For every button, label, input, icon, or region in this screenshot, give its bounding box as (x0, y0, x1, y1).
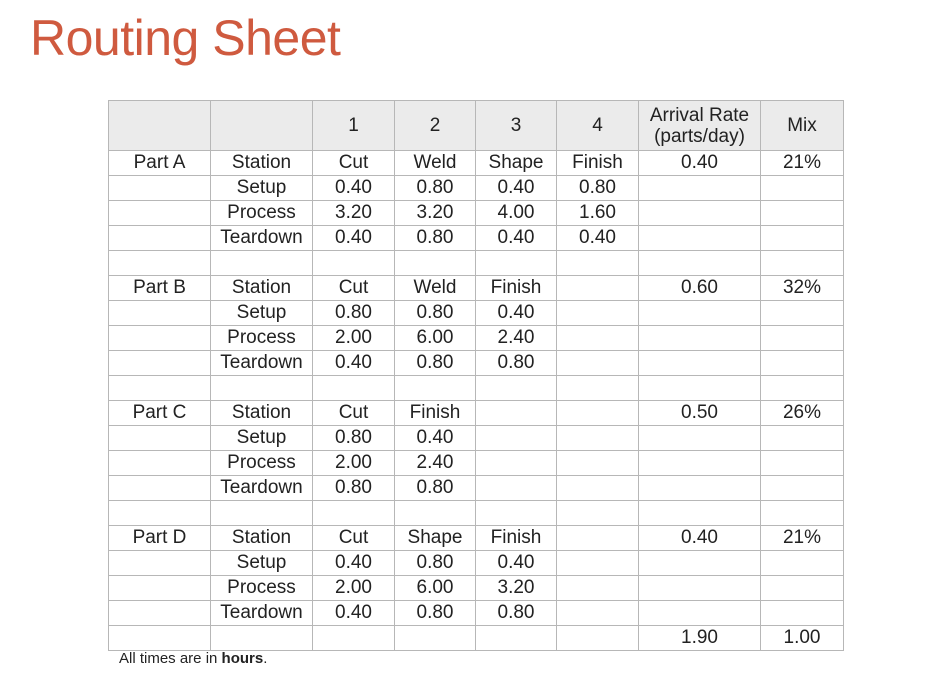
empty-cell (395, 626, 476, 651)
step-cell: 3.20 (476, 576, 557, 601)
header-mix: Mix (761, 101, 844, 151)
table-row (109, 326, 844, 351)
row-label: Station (211, 526, 313, 551)
step-cell: 0.40 (313, 351, 395, 376)
empty-cell (211, 376, 313, 401)
step-cell: Cut (313, 526, 395, 551)
arrival-rate-label: Arrival Rate (649, 104, 750, 126)
part-name-empty (109, 326, 211, 351)
step-cell: 0.40 (313, 176, 395, 201)
arrival-rate-unit: (parts/day) (654, 125, 745, 147)
step-cell: Finish (476, 526, 557, 551)
table-row (109, 176, 844, 201)
part-name-empty (109, 226, 211, 251)
part-name: Part B (109, 276, 211, 301)
step-cell (557, 326, 639, 351)
row-label: Process (211, 201, 313, 226)
mix-empty (761, 201, 844, 226)
step-cell (476, 426, 557, 451)
mix-value: 21% (761, 526, 844, 551)
empty-cell (557, 376, 639, 401)
header-label-cell (211, 101, 313, 151)
mix-value: 26% (761, 401, 844, 426)
spacer-row (109, 376, 844, 401)
step-cell: Cut (313, 276, 395, 301)
row-label: Process (211, 451, 313, 476)
table-row (109, 476, 844, 501)
arrival-rate-empty (639, 301, 761, 326)
arrival-rate-empty (639, 426, 761, 451)
step-cell (476, 451, 557, 476)
total-arrival-rate: 1.90 (639, 626, 761, 651)
part-name-empty (109, 426, 211, 451)
step-cell: 0.80 (395, 176, 476, 201)
step-cell (557, 451, 639, 476)
row-label: Setup (211, 426, 313, 451)
step-cell: Cut (313, 151, 395, 176)
step-cell: 0.40 (313, 226, 395, 251)
empty-cell (313, 376, 395, 401)
routing-body (109, 151, 844, 651)
routing-table (108, 100, 844, 651)
empty-cell (313, 251, 395, 276)
step-cell: 1.60 (557, 201, 639, 226)
step-cell: 0.80 (395, 551, 476, 576)
step-cell (557, 351, 639, 376)
row-label: Process (211, 576, 313, 601)
step-cell: 0.80 (313, 476, 395, 501)
table-row (109, 276, 844, 301)
step-cell: 2.00 (313, 451, 395, 476)
step-cell: 0.80 (395, 476, 476, 501)
step-cell: 0.80 (395, 226, 476, 251)
row-label: Teardown (211, 226, 313, 251)
step-cell: 0.80 (313, 301, 395, 326)
step-cell: Cut (313, 401, 395, 426)
step-cell: 3.20 (313, 201, 395, 226)
step-cell: 0.80 (395, 601, 476, 626)
empty-cell (109, 501, 211, 526)
part-name-empty (109, 301, 211, 326)
arrival-rate-empty (639, 476, 761, 501)
step-cell: Weld (395, 276, 476, 301)
part-name-empty (109, 176, 211, 201)
table-row (109, 526, 844, 551)
header-part-cell (109, 101, 211, 151)
step-cell (557, 526, 639, 551)
step-cell (557, 551, 639, 576)
step-cell: 0.80 (476, 351, 557, 376)
arrival-rate-value: 0.40 (639, 526, 761, 551)
step-cell (557, 401, 639, 426)
arrival-rate-empty (639, 351, 761, 376)
header-step-2: 2 (395, 101, 476, 151)
empty-cell (557, 251, 639, 276)
step-cell: 6.00 (395, 326, 476, 351)
table-row (109, 401, 844, 426)
empty-cell (761, 501, 844, 526)
arrival-rate-value: 0.60 (639, 276, 761, 301)
mix-empty (761, 476, 844, 501)
step-cell (557, 476, 639, 501)
step-cell: 0.80 (476, 601, 557, 626)
step-cell: 0.40 (313, 601, 395, 626)
empty-cell (476, 626, 557, 651)
mix-empty (761, 451, 844, 476)
table-row (109, 451, 844, 476)
part-name: Part C (109, 401, 211, 426)
empty-cell (211, 626, 313, 651)
table-row (109, 551, 844, 576)
empty-cell (313, 501, 395, 526)
totals-row (109, 626, 844, 651)
step-cell: Shape (476, 151, 557, 176)
step-cell (557, 601, 639, 626)
mix-empty (761, 176, 844, 201)
step-cell (557, 576, 639, 601)
row-label: Setup (211, 551, 313, 576)
footnote-suffix: . (263, 650, 268, 667)
step-cell: Finish (476, 276, 557, 301)
header-step-1: 1 (313, 101, 395, 151)
arrival-rate-empty (639, 451, 761, 476)
header-arrival-rate (639, 101, 761, 151)
empty-cell (557, 501, 639, 526)
step-cell: 2.00 (313, 326, 395, 351)
step-cell: 0.40 (476, 551, 557, 576)
footnote (119, 650, 267, 667)
row-label: Setup (211, 176, 313, 201)
step-cell: 0.80 (313, 426, 395, 451)
mix-value: 21% (761, 151, 844, 176)
header-step-3: 3 (476, 101, 557, 151)
empty-cell (395, 251, 476, 276)
empty-cell (313, 626, 395, 651)
part-name-empty (109, 601, 211, 626)
table-row (109, 351, 844, 376)
step-cell (557, 426, 639, 451)
table-row (109, 151, 844, 176)
step-cell: 0.40 (476, 176, 557, 201)
empty-cell (476, 251, 557, 276)
step-cell: Shape (395, 526, 476, 551)
step-cell: 0.80 (395, 351, 476, 376)
header-step-4: 4 (557, 101, 639, 151)
arrival-rate-empty (639, 551, 761, 576)
step-cell: 0.40 (395, 426, 476, 451)
arrival-rate-value: 0.50 (639, 401, 761, 426)
table-row (109, 601, 844, 626)
mix-empty (761, 326, 844, 351)
step-cell: 2.40 (476, 326, 557, 351)
part-name-empty (109, 351, 211, 376)
arrival-rate-empty (639, 176, 761, 201)
step-cell: 0.80 (557, 176, 639, 201)
step-cell: 3.20 (395, 201, 476, 226)
part-name-empty (109, 576, 211, 601)
step-cell: 0.40 (313, 551, 395, 576)
arrival-rate-empty (639, 201, 761, 226)
empty-cell (761, 376, 844, 401)
mix-empty (761, 601, 844, 626)
empty-cell (476, 376, 557, 401)
spacer-row (109, 501, 844, 526)
step-cell (557, 276, 639, 301)
mix-empty (761, 351, 844, 376)
empty-cell (639, 501, 761, 526)
mix-empty (761, 426, 844, 451)
step-cell: 6.00 (395, 576, 476, 601)
step-cell: 0.80 (395, 301, 476, 326)
arrival-rate-empty (639, 326, 761, 351)
mix-empty (761, 551, 844, 576)
empty-cell (109, 626, 211, 651)
table-row (109, 301, 844, 326)
spacer-row (109, 251, 844, 276)
footnote-unit: hours (221, 650, 264, 667)
empty-cell (109, 251, 211, 276)
part-name: Part A (109, 151, 211, 176)
arrival-rate-empty (639, 226, 761, 251)
mix-empty (761, 576, 844, 601)
table-row (109, 426, 844, 451)
step-cell: Weld (395, 151, 476, 176)
row-label: Teardown (211, 601, 313, 626)
empty-cell (557, 626, 639, 651)
step-cell (557, 301, 639, 326)
step-cell: 2.00 (313, 576, 395, 601)
step-cell: 4.00 (476, 201, 557, 226)
empty-cell (109, 376, 211, 401)
table-row (109, 576, 844, 601)
row-label: Process (211, 326, 313, 351)
row-label: Setup (211, 301, 313, 326)
arrival-rate-empty (639, 576, 761, 601)
step-cell: Finish (557, 151, 639, 176)
step-cell: 2.40 (395, 451, 476, 476)
empty-cell (395, 376, 476, 401)
empty-cell (395, 501, 476, 526)
row-label: Teardown (211, 476, 313, 501)
mix-empty (761, 301, 844, 326)
total-mix: 1.00 (761, 626, 844, 651)
empty-cell (639, 251, 761, 276)
part-name-empty (109, 476, 211, 501)
step-cell: 0.40 (557, 226, 639, 251)
step-cell (476, 476, 557, 501)
mix-empty (761, 226, 844, 251)
footnote-prefix: All times are in (119, 650, 222, 667)
empty-cell (639, 376, 761, 401)
row-label: Station (211, 151, 313, 176)
step-cell: Finish (395, 401, 476, 426)
table-row (109, 201, 844, 226)
page-title: Routing Sheet (30, 10, 341, 66)
empty-cell (211, 501, 313, 526)
part-name-empty (109, 451, 211, 476)
arrival-rate-value: 0.40 (639, 151, 761, 176)
part-name-empty (109, 201, 211, 226)
row-label: Station (211, 401, 313, 426)
arrival-rate-empty (639, 601, 761, 626)
header-row (109, 101, 844, 151)
empty-cell (476, 501, 557, 526)
mix-value: 32% (761, 276, 844, 301)
part-name-empty (109, 551, 211, 576)
step-cell (476, 401, 557, 426)
step-cell: 0.40 (476, 301, 557, 326)
empty-cell (761, 251, 844, 276)
row-label: Teardown (211, 351, 313, 376)
empty-cell (211, 251, 313, 276)
part-name: Part D (109, 526, 211, 551)
table-row (109, 226, 844, 251)
step-cell: 0.40 (476, 226, 557, 251)
row-label: Station (211, 276, 313, 301)
